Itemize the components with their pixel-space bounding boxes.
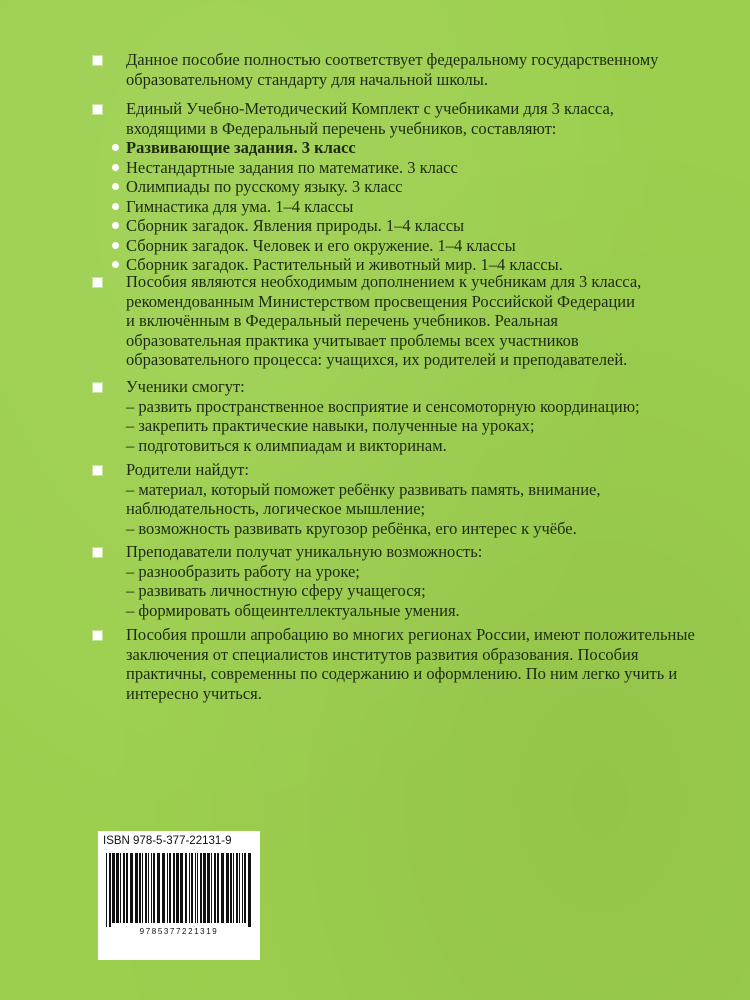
text-line: Преподаватели получат уникальную возможность: [126, 542, 483, 561]
round-bullet-icon [112, 164, 119, 171]
barcode-bar [230, 853, 232, 923]
book-title: Сборник загадок. Растительный и животный мир. 1–4 классы. [126, 255, 563, 274]
barcode-bar [176, 853, 179, 923]
text-line: Ученики смогут: [126, 377, 245, 396]
barcode-bar [221, 853, 224, 923]
isbn-barcode-block [98, 831, 260, 960]
paragraph-parents [94, 460, 724, 538]
text-line: – разнообразить работу на уроке; [126, 561, 360, 581]
barcode-digits: 9785377221319 [139, 927, 219, 936]
barcode-bar [142, 853, 143, 923]
barcode-bar [189, 853, 190, 923]
text-line: Данное пособие полностью соответствует федеральному государственному [126, 50, 659, 69]
paragraph-students [94, 377, 724, 455]
text-line: наблюдательность, логическое мышление; [126, 499, 426, 518]
square-bullet-icon [93, 548, 102, 557]
barcode-bar [135, 853, 138, 923]
book-title: Сборник загадок. Человек и его окружение. 1–4 классы [126, 235, 516, 255]
barcode-bar [180, 853, 183, 923]
text-line: входящими в Федеральный перечень учебников, составляют: [126, 118, 557, 138]
barcode-bar [162, 853, 165, 923]
book-list-item [126, 236, 724, 256]
barcode-bar [203, 853, 206, 923]
book-list-item [126, 177, 724, 197]
paragraph-teachers [94, 542, 724, 620]
barcode-bar [217, 853, 219, 923]
text-line: рекомендованным Министерством просвещения Российской Федерации [126, 291, 635, 311]
barcode-bar [106, 853, 107, 927]
isbn-label: ISBN 978-5-377-22131-9 [103, 835, 232, 847]
barcode-bar [145, 853, 147, 923]
square-bullet-icon [93, 631, 102, 640]
barcode-bar [109, 853, 111, 927]
barcode-bar [185, 853, 187, 923]
barcode-bar [200, 853, 202, 923]
text-line: – возможность развивать кругозор ребёнка, его интерес к учёбе. [126, 518, 577, 538]
barcode-bar [139, 853, 141, 923]
barcode-bar [226, 853, 229, 923]
book-list-item [126, 138, 724, 158]
barcode-bar [151, 853, 152, 923]
text-line: интересно учиться. [126, 683, 262, 703]
square-bullet-icon [93, 105, 102, 114]
barcode-bar [207, 853, 210, 923]
text-line: Пособия прошли апробацию во многих регионах России, имеют положительные [126, 625, 695, 644]
paragraph-standard [94, 50, 724, 89]
text-line: заключения от специалистов институтов развития образования. Пособия [126, 644, 639, 664]
book-title: Развивающие задания. 3 класс [126, 138, 356, 157]
square-bullet-icon [93, 466, 102, 475]
barcode-bar [169, 853, 171, 923]
text-line: – подготовиться к олимпиадам и викторинам. [126, 435, 447, 455]
text-line: и включённым в Федеральный перечень учебников. Реальная [126, 311, 559, 330]
round-bullet-icon [112, 222, 119, 229]
square-bullet-icon [93, 278, 102, 287]
barcode-bar [191, 853, 193, 923]
round-bullet-icon [112, 183, 119, 190]
barcode-bar [153, 853, 155, 923]
barcode-bar [233, 853, 234, 923]
text-line: – развивать личностную сферу учащегося; [126, 581, 426, 600]
round-bullet-icon [112, 261, 119, 268]
barcode-bar [157, 853, 160, 923]
paragraph-supplement [94, 272, 724, 370]
paragraph-umk [94, 99, 724, 275]
barcode-bar [244, 853, 246, 923]
book-title: Олимпиады по русскому языку. 3 класс [126, 177, 403, 196]
text-line: Родители найдут: [126, 460, 249, 479]
barcode-bar [197, 853, 198, 923]
text-line: практичны, современны по содержанию и оформлению. По ним легко учить и [126, 664, 678, 683]
text-line: Пособия являются необходимым дополнением к учебникам для 3 класса, [126, 272, 642, 291]
text-line: – закрепить практические навыки, полученные на уроках; [126, 416, 535, 435]
text-line: – материал, который поможет ребёнку развивать память, внимание, [126, 479, 601, 499]
book-title: Сборник загадок. Явления природы. 1–4 классы [126, 216, 465, 235]
barcode-bar [167, 853, 168, 923]
barcode-bar [239, 853, 240, 923]
round-bullet-icon [112, 144, 119, 151]
barcode-bar [242, 853, 243, 923]
book-title: Гимнастика для ума. 1–4 классы [126, 196, 354, 216]
book-list-item [126, 158, 724, 178]
book-title: Нестандартные задания по математике. 3 класс [126, 157, 458, 177]
barcode-bar [248, 853, 251, 927]
text-line: образовательного процесса: учащихся, их родителей и преподавателей. [126, 350, 628, 369]
text-line: Единый Учебно-Методический Комплект с учебниками для 3 класса, [126, 99, 614, 118]
book-list-item [126, 216, 724, 236]
text-line: образовательному стандарту для начальной школы. [126, 69, 489, 89]
round-bullet-icon [112, 203, 119, 210]
barcode-icon [104, 853, 254, 927]
text-line: – развить пространственное восприятие и сенсомоторную координацию; [126, 396, 640, 416]
barcode-bar [236, 853, 238, 923]
barcode-bar [126, 853, 128, 923]
square-bullet-icon [93, 383, 102, 392]
barcode-bar [120, 853, 121, 923]
book-list-item [126, 197, 724, 217]
barcode-bar [214, 853, 216, 923]
barcode-bar [148, 853, 149, 923]
barcode-bar [116, 853, 119, 923]
barcode-bar [173, 853, 175, 923]
paragraph-approbation [94, 625, 724, 703]
round-bullet-icon [112, 242, 119, 249]
barcode-bar [211, 853, 212, 923]
barcode-bar [123, 853, 125, 923]
text-line: – формировать общеинтеллектуальные умения. [126, 600, 460, 620]
text-line: образовательная практика учитывает проблемы всех участников [126, 330, 579, 350]
barcode-bar [195, 853, 196, 923]
barcode-bar [130, 853, 133, 923]
barcode-bar [112, 853, 115, 923]
square-bullet-icon [93, 56, 102, 65]
